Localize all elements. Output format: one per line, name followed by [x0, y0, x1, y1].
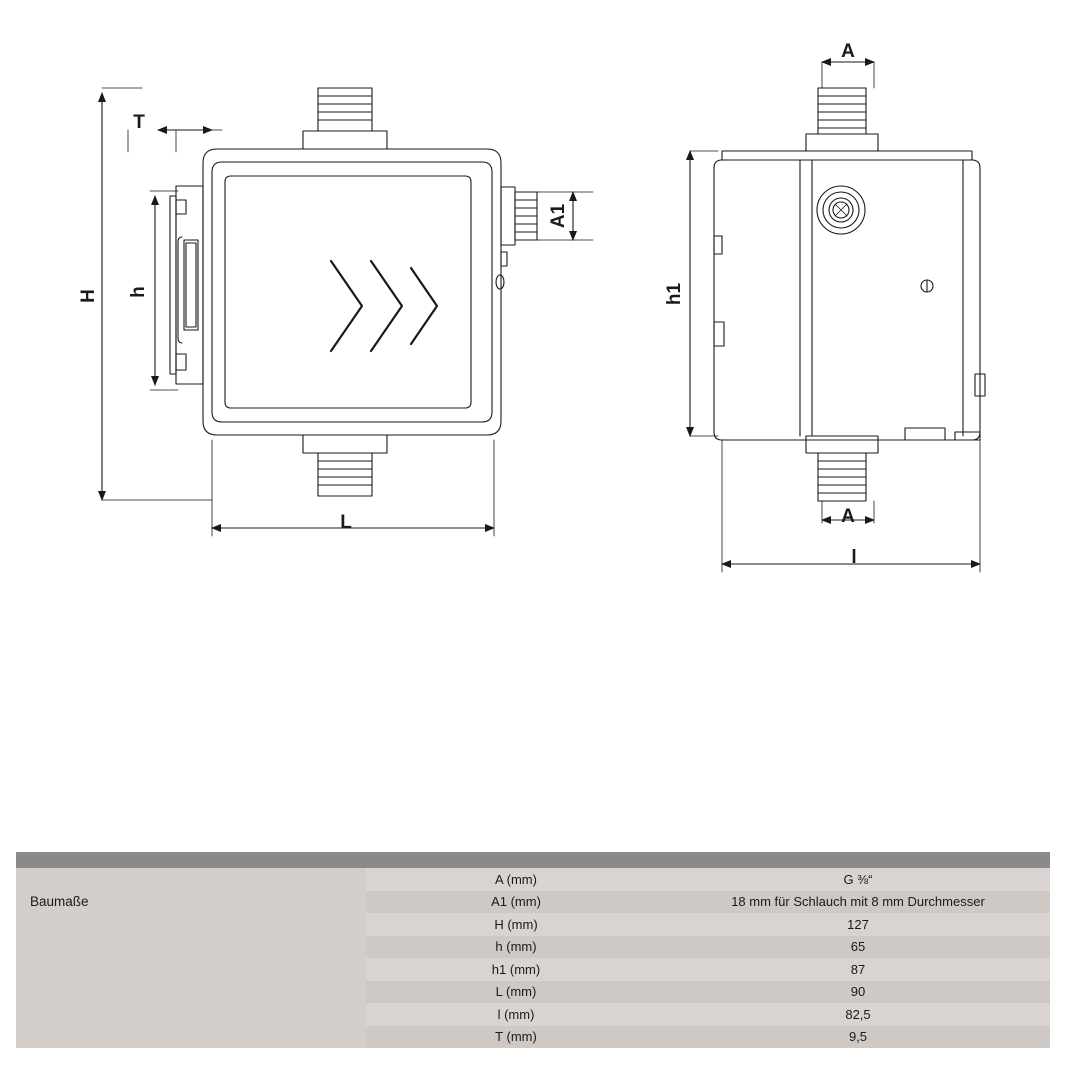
table-cell-value: 127: [847, 916, 869, 932]
table-row: [366, 1003, 1050, 1026]
table-cell-key: l (mm): [497, 1006, 535, 1022]
table-cell-key: L (mm): [495, 984, 537, 1000]
table-row: [366, 981, 1050, 1004]
front-view-body: [170, 88, 537, 496]
table-cell-key: h (mm): [495, 939, 537, 955]
table-cell-value: 18 mm für Schlauch mit 8 mm Durchmesser: [731, 894, 985, 910]
dimension-label-h: h: [128, 286, 149, 298]
table-row-label-column: [16, 868, 366, 1048]
table-row: [366, 936, 1050, 959]
table-row: [366, 891, 1050, 914]
dimension-label-H: H: [78, 289, 99, 303]
table-row: [366, 868, 1050, 891]
dimension-label-L: L: [340, 512, 352, 533]
table-cell-key: H (mm): [494, 916, 538, 932]
dimension-label-A-top: A: [841, 41, 855, 62]
table-cell-value: 90: [850, 984, 866, 1000]
side-view-dimensions: [690, 62, 980, 572]
table-cell-value: 9,5: [848, 1029, 868, 1045]
table-header-bar: [16, 852, 1050, 868]
side-view-body: [714, 88, 985, 501]
table-section-label: Baumaße: [30, 894, 89, 909]
dimension-label-T: T: [133, 112, 145, 133]
dimension-label-A-bottom: A: [841, 506, 855, 527]
table-row: [366, 913, 1050, 936]
table-row: [366, 958, 1050, 981]
dimension-label-A1: A1: [548, 203, 569, 229]
table-rows: [366, 868, 1050, 1048]
table-cell-value: 87: [850, 961, 866, 977]
table-row: [366, 1026, 1050, 1049]
dimension-label-l: l: [851, 547, 857, 568]
table-cell-value: 65: [850, 939, 866, 955]
table-cell-key: A1 (mm): [491, 894, 541, 910]
dimension-label-h1: h1: [664, 282, 685, 306]
dimensions-table: [16, 852, 1050, 1048]
table-cell-value: 82,5: [845, 1006, 871, 1022]
table-cell-key: T (mm): [495, 1029, 537, 1045]
table-cell-key: h1 (mm): [491, 961, 541, 977]
table-cell-value: G ⅜“: [843, 871, 873, 887]
table-cell-key: A (mm): [495, 871, 537, 887]
